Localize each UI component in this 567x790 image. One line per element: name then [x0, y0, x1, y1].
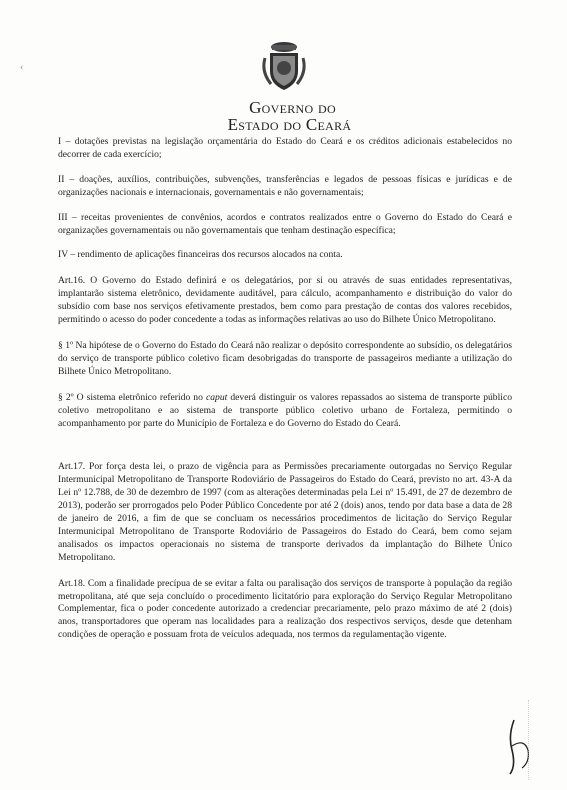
ceara-coat-of-arms-icon	[261, 38, 307, 92]
inciso-ii: II – doações, auxílios, contribuições, subvenções, transferências e legados de pessoas físicas e jurídicas e de organizações nacionais e internacionais, governamentais e não governamentais;	[58, 173, 512, 198]
inciso-i: I – dotações previstas na legislação orçamentária do Estado do Ceará e os créditos adicionais estabelecidos no decorrer de cada exercício;	[58, 136, 512, 160]
document-body	[58, 136, 512, 642]
header-line-2: Estado do Ceará	[227, 115, 352, 134]
stray-mark: ‹	[20, 62, 24, 73]
inciso-iv: IV – rendimento de aplicações financeiras dos recursos alocados na conta.	[58, 249, 343, 261]
article-17: Art.17. Por força desta lei, o prazo de vigência para as Permissões precariamente outorgadas no Serviço Regular Intermunicipal Metropolitano de Transporte Rodoviário de Passageiros do Estado do Ceará, previsto no art. 43-A da Lei nº 12.788, de 30 de dezembro de 1997 (com as alterações determinadas pela Lei nº 15.491, de 27 de dezembro de 2013), poderão ser prorrogados pelo Poder Público Concedente por até 2 (dois) anos, tendo por data base a data de 28 de janeiro de 2016, a fim de que se concluam os necessários procedimentos de licitação do Serviço Regular Intermunicipal Metropolitano de Transporte Rodoviário de Passageiros do Estado do Ceará, bem como sejam analisados os impactos operacionais no sistema de transporte derivados da implantação do Bilhete Único Metropolitano.	[58, 461, 512, 563]
article-16-paragraph-1: § 1º Na hipótese de o Governo do Estado do Ceará não realizar o depósito correspondente ao subsídio, os delegatários do serviço de transporte público coletivo ficam desobrigadas do transporte de passageiros mediante a utilização do Bilhete Único Metropolitano.	[58, 339, 512, 377]
header-line-1: Governo do	[249, 98, 336, 117]
article-16: Art.16. O Governo do Estado definirá e os delegatários, por si ou através de suas entidades representativas, implantarão sistema eletrônico, devidamente auditável, para cálculo, acompanhamento e distribuição do valor do subsídio com base nos serviços efetivamente prestados, bem como para prestação de contas dos valores recebidos, permitindo o acesso do poder concedente a todas as informações relativas ao uso do Bilhete Único Metropolitano.	[58, 275, 512, 326]
article-16-paragraph-2: § 2º O sistema eletrônico referido no caput deverá distinguir os valores repassados ao sistema de transporte público coletivo metropolitano e ao sistema de transporte público coletivo urbano de Fortaleza, permitindo o acompanhamento por parte do Município de Fortaleza e do Governo do Estado do Ceará.	[58, 391, 512, 429]
inciso-iii: III – receitas provenientes de convênios, acordos e contratos realizados entre o Governo do Estado do Ceará e organizações governamentais ou não governamentais que tenham destinação específica;	[58, 211, 512, 236]
edge-stamp	[528, 700, 559, 780]
caput-term: caput	[205, 391, 228, 403]
article-18: Art.18. Com a finalidade precípua de se evitar a falta ou paralisação dos serviços de transporte à população da região metropolitana, até que seja concluído o procedimento licitatório para exploração do Serviço Regular Metropolitano Complementar, fica o poder concedente autorizado a credenciar precariamente, pelo prazo máximo de até 2 (dois) anos, transportadores que operam nas localidades para a realização dos respectivos serviços, desde que detenham condições de operação e possuam frota de veículos adequada, nos termos da regulamentação vigente.	[58, 577, 512, 641]
letterhead	[0, 38, 567, 133]
